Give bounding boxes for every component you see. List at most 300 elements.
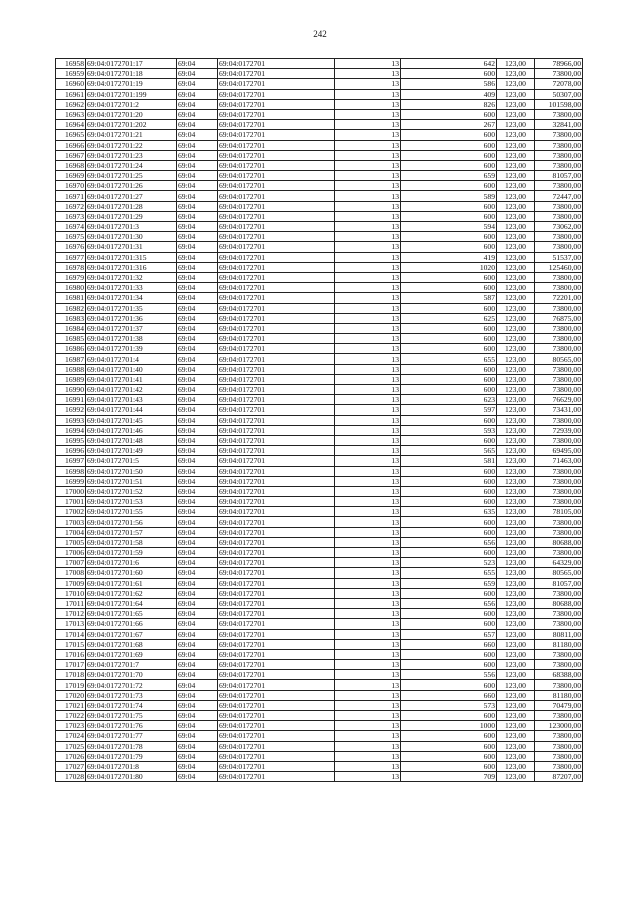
table-row [56,609,583,619]
district-code-cell: 69:04 [177,140,218,150]
block-code-cell: 69:04:0172701 [218,731,335,741]
cadastral-value-cell: 73800,00 [535,374,583,384]
cadastral-value-cell: 80688,00 [535,537,583,547]
category-code-cell: 13 [335,109,401,119]
rate-cell: 123,00 [497,446,535,456]
cadastral-number-cell: 69:04:0172701:5 [86,456,177,466]
row-number-cell: 16979 [56,272,86,282]
area-cell: 600 [401,140,497,150]
cadastral-number-cell: 69:04:0172701:32 [86,272,177,282]
cadastral-value-cell: 73800,00 [535,334,583,344]
cadastral-number-cell: 69:04:0172701:34 [86,293,177,303]
cadastral-number-cell: 69:04:0172701:53 [86,497,177,507]
area-cell: 600 [401,680,497,690]
block-code-cell: 69:04:0172701 [218,313,335,323]
cadastral-number-cell: 69:04:0172701:20 [86,109,177,119]
row-number-cell: 17028 [56,772,86,782]
area-cell: 600 [401,476,497,486]
area-cell: 409 [401,89,497,99]
row-number-cell: 16964 [56,120,86,130]
area-cell: 600 [401,181,497,191]
rate-cell: 123,00 [497,313,535,323]
table-row [56,772,583,782]
block-code-cell: 69:04:0172701 [218,191,335,201]
district-code-cell: 69:04 [177,364,218,374]
cadastral-number-cell: 69:04:0172701:66 [86,619,177,629]
block-code-cell: 69:04:0172701 [218,405,335,415]
area-cell: 597 [401,405,497,415]
area-cell: 600 [401,211,497,221]
cadastral-number-cell: 69:04:0172701:72 [86,680,177,690]
category-code-cell: 13 [335,79,401,89]
cadastral-value-cell: 73800,00 [535,323,583,333]
block-code-cell: 69:04:0172701 [218,395,335,405]
category-code-cell: 13 [335,548,401,558]
row-number-cell: 17004 [56,527,86,537]
block-code-cell: 69:04:0172701 [218,252,335,262]
row-number-cell: 16962 [56,99,86,109]
category-code-cell: 13 [335,507,401,517]
table-row [56,731,583,741]
block-code-cell: 69:04:0172701 [218,751,335,761]
cadastral-value-cell: 73800,00 [535,435,583,445]
cadastral-number-cell: 69:04:0172701:18 [86,69,177,79]
category-code-cell: 13 [335,598,401,608]
cadastral-value-cell: 81180,00 [535,639,583,649]
cadastral-value-cell: 73800,00 [535,497,583,507]
block-code-cell: 69:04:0172701 [218,323,335,333]
rate-cell: 123,00 [497,272,535,282]
cadastral-number-cell: 69:04:0172701:69 [86,649,177,659]
rate-cell: 123,00 [497,690,535,700]
district-code-cell: 69:04 [177,619,218,629]
area-cell: 600 [401,364,497,374]
rate-cell: 123,00 [497,517,535,527]
table-row [56,160,583,170]
rate-cell: 123,00 [497,700,535,710]
row-number-cell: 16994 [56,425,86,435]
area-cell: 625 [401,313,497,323]
district-code-cell: 69:04 [177,711,218,721]
district-code-cell: 69:04 [177,425,218,435]
area-cell: 709 [401,772,497,782]
table-row [56,99,583,109]
cadastral-value-cell: 73800,00 [535,680,583,690]
row-number-cell: 16972 [56,201,86,211]
district-code-cell: 69:04 [177,79,218,89]
cadastral-number-cell: 69:04:0172701:41 [86,374,177,384]
category-code-cell: 13 [335,435,401,445]
cadastral-value-cell: 73800,00 [535,548,583,558]
cadastral-value-cell: 71463,00 [535,456,583,466]
row-number-cell: 16975 [56,232,86,242]
cadastral-value-cell: 73800,00 [535,211,583,221]
block-code-cell: 69:04:0172701 [218,507,335,517]
area-cell: 600 [401,527,497,537]
category-code-cell: 13 [335,303,401,313]
area-cell: 523 [401,558,497,568]
row-number-cell: 17014 [56,629,86,639]
area-cell: 655 [401,568,497,578]
cadastral-value-cell: 123000,00 [535,721,583,731]
rate-cell: 123,00 [497,59,535,69]
rate-cell: 123,00 [497,527,535,537]
cadastral-number-cell: 69:04:0172701:27 [86,191,177,201]
area-cell: 660 [401,639,497,649]
rate-cell: 123,00 [497,69,535,79]
district-code-cell: 69:04 [177,405,218,415]
row-number-cell: 17001 [56,497,86,507]
area-cell: 600 [401,761,497,771]
category-code-cell: 13 [335,415,401,425]
district-code-cell: 69:04 [177,721,218,731]
category-code-cell: 13 [335,619,401,629]
row-number-cell: 16966 [56,140,86,150]
cadastral-number-cell: 69:04:0172701:58 [86,537,177,547]
cadastral-number-cell: 69:04:0172701:61 [86,578,177,588]
row-number-cell: 16995 [56,435,86,445]
area-cell: 594 [401,222,497,232]
rate-cell: 123,00 [497,761,535,771]
row-number-cell: 17024 [56,731,86,741]
cadastral-number-cell: 69:04:0172701:73 [86,690,177,700]
district-code-cell: 69:04 [177,191,218,201]
district-code-cell: 69:04 [177,751,218,761]
area-cell: 600 [401,69,497,79]
cadastral-value-cell: 69495,00 [535,446,583,456]
category-code-cell: 13 [335,741,401,751]
category-code-cell: 13 [335,425,401,435]
cadastral-value-cell: 81057,00 [535,578,583,588]
block-code-cell: 69:04:0172701 [218,283,335,293]
district-code-cell: 69:04 [177,507,218,517]
rate-cell: 123,00 [497,548,535,558]
row-number-cell: 16959 [56,69,86,79]
cadastral-value-cell: 72201,00 [535,293,583,303]
table-row [56,670,583,680]
block-code-cell: 69:04:0172701 [218,435,335,445]
area-cell: 267 [401,120,497,130]
district-code-cell: 69:04 [177,456,218,466]
category-code-cell: 13 [335,313,401,323]
rate-cell: 123,00 [497,425,535,435]
table-row [56,374,583,384]
category-code-cell: 13 [335,486,401,496]
cadastral-value-cell: 73800,00 [535,385,583,395]
rate-cell: 123,00 [497,79,535,89]
block-code-cell: 69:04:0172701 [218,578,335,588]
block-code-cell: 69:04:0172701 [218,99,335,109]
block-code-cell: 69:04:0172701 [218,548,335,558]
cadastral-number-cell: 69:04:0172701:315 [86,252,177,262]
block-code-cell: 69:04:0172701 [218,639,335,649]
table-row [56,283,583,293]
area-cell: 642 [401,59,497,69]
cadastral-number-cell: 69:04:0172701:316 [86,262,177,272]
category-code-cell: 13 [335,201,401,211]
table-row [56,598,583,608]
row-number-cell: 17023 [56,721,86,731]
cadastral-number-cell: 69:04:0172701:2 [86,99,177,109]
area-cell: 600 [401,242,497,252]
table-row [56,334,583,344]
table-row [56,232,583,242]
cadastral-value-cell: 73800,00 [535,660,583,670]
row-number-cell: 16965 [56,130,86,140]
category-code-cell: 13 [335,354,401,364]
row-number-cell: 16988 [56,364,86,374]
district-code-cell: 69:04 [177,211,218,221]
row-number-cell: 16976 [56,242,86,252]
cadastral-number-cell: 69:04:0172701:65 [86,609,177,619]
block-code-cell: 69:04:0172701 [218,609,335,619]
district-code-cell: 69:04 [177,272,218,282]
area-cell: 657 [401,629,497,639]
category-code-cell: 13 [335,364,401,374]
district-code-cell: 69:04 [177,99,218,109]
category-code-cell: 13 [335,222,401,232]
area-cell: 659 [401,578,497,588]
cadastral-value-cell: 73800,00 [535,751,583,761]
category-code-cell: 13 [335,609,401,619]
cadastral-value-cell: 50307,00 [535,89,583,99]
district-code-cell: 69:04 [177,344,218,354]
table-row [56,171,583,181]
row-number-cell: 17025 [56,741,86,751]
category-code-cell: 13 [335,242,401,252]
area-cell: 586 [401,79,497,89]
table-row [56,456,583,466]
district-code-cell: 69:04 [177,415,218,425]
cadastral-number-cell: 69:04:0172701:57 [86,527,177,537]
table-row [56,751,583,761]
category-code-cell: 13 [335,293,401,303]
cadastral-value-cell: 73800,00 [535,517,583,527]
area-cell: 600 [401,609,497,619]
cadastral-number-cell: 69:04:0172701:17 [86,59,177,69]
block-code-cell: 69:04:0172701 [218,211,335,221]
rate-cell: 123,00 [497,741,535,751]
cadastral-number-cell: 69:04:0172701:55 [86,507,177,517]
category-code-cell: 13 [335,120,401,130]
row-number-cell: 16998 [56,466,86,476]
cadastral-value-cell: 80688,00 [535,598,583,608]
cadastral-value-cell: 73800,00 [535,741,583,751]
cadastral-number-cell: 69:04:0172701:39 [86,344,177,354]
block-code-cell: 69:04:0172701 [218,466,335,476]
cadastral-number-cell: 69:04:0172701:24 [86,160,177,170]
cadastral-number-cell: 69:04:0172701:70 [86,670,177,680]
category-code-cell: 13 [335,150,401,160]
rate-cell: 123,00 [497,344,535,354]
area-cell: 600 [401,232,497,242]
cadastral-value-cell: 73800,00 [535,109,583,119]
category-code-cell: 13 [335,578,401,588]
rate-cell: 123,00 [497,639,535,649]
block-code-cell: 69:04:0172701 [218,222,335,232]
area-cell: 1000 [401,721,497,731]
district-code-cell: 69:04 [177,568,218,578]
district-code-cell: 69:04 [177,242,218,252]
table-row [56,69,583,79]
block-code-cell: 69:04:0172701 [218,89,335,99]
cadastral-value-cell: 73800,00 [535,476,583,486]
row-number-cell: 16978 [56,262,86,272]
rate-cell: 123,00 [497,150,535,160]
row-number-cell: 17000 [56,486,86,496]
block-code-cell: 69:04:0172701 [218,619,335,629]
cadastral-number-cell: 69:04:0172701:30 [86,232,177,242]
area-cell: 623 [401,395,497,405]
cadastral-number-cell: 69:04:0172701:64 [86,598,177,608]
district-code-cell: 69:04 [177,446,218,456]
cadastral-value-cell: 73800,00 [535,649,583,659]
rate-cell: 123,00 [497,537,535,547]
category-code-cell: 13 [335,761,401,771]
block-code-cell: 69:04:0172701 [218,741,335,751]
district-code-cell: 69:04 [177,690,218,700]
row-number-cell: 16967 [56,150,86,160]
area-cell: 600 [401,497,497,507]
cadastral-number-cell: 69:04:0172701:31 [86,242,177,252]
table-row [56,181,583,191]
rate-cell: 123,00 [497,568,535,578]
district-code-cell: 69:04 [177,283,218,293]
table-row [56,721,583,731]
rate-cell: 123,00 [497,211,535,221]
district-code-cell: 69:04 [177,588,218,598]
area-cell: 600 [401,374,497,384]
cadastral-value-cell: 73800,00 [535,731,583,741]
row-number-cell: 17009 [56,578,86,588]
cadastral-number-cell: 69:04:0172701:80 [86,772,177,782]
block-code-cell: 69:04:0172701 [218,527,335,537]
page-number: 242 [313,29,327,39]
rate-cell: 123,00 [497,415,535,425]
table-row [56,578,583,588]
table-row [56,527,583,537]
cadastral-value-cell: 73800,00 [535,711,583,721]
rate-cell: 123,00 [497,262,535,272]
row-number-cell: 16984 [56,323,86,333]
block-code-cell: 69:04:0172701 [218,385,335,395]
cadastral-value-cell: 73800,00 [535,232,583,242]
table-row [56,354,583,364]
rate-cell: 123,00 [497,171,535,181]
area-cell: 600 [401,466,497,476]
row-number-cell: 16980 [56,283,86,293]
area-cell: 593 [401,425,497,435]
district-code-cell: 69:04 [177,680,218,690]
row-number-cell: 17012 [56,609,86,619]
cadastral-number-cell: 69:04:0172701:77 [86,731,177,741]
district-code-cell: 69:04 [177,629,218,639]
category-code-cell: 13 [335,721,401,731]
block-code-cell: 69:04:0172701 [218,721,335,731]
block-code-cell: 69:04:0172701 [218,130,335,140]
rate-cell: 123,00 [497,120,535,130]
district-code-cell: 69:04 [177,435,218,445]
cadastral-value-cell: 80565,00 [535,354,583,364]
block-code-cell: 69:04:0172701 [218,171,335,181]
rate-cell: 123,00 [497,486,535,496]
row-number-cell: 16961 [56,89,86,99]
category-code-cell: 13 [335,700,401,710]
cadastral-number-cell: 69:04:0172701:67 [86,629,177,639]
cadastral-value-cell: 125460,00 [535,262,583,272]
area-cell: 656 [401,537,497,547]
table-row [56,150,583,160]
area-cell: 600 [401,283,497,293]
category-code-cell: 13 [335,272,401,282]
area-cell: 600 [401,385,497,395]
cadastral-number-cell: 69:04:0172701:79 [86,751,177,761]
district-code-cell: 69:04 [177,476,218,486]
rate-cell: 123,00 [497,680,535,690]
rate-cell: 123,00 [497,629,535,639]
table-row [56,344,583,354]
area-cell: 600 [401,109,497,119]
district-code-cell: 69:04 [177,130,218,140]
category-code-cell: 13 [335,751,401,761]
district-code-cell: 69:04 [177,354,218,364]
cadastral-value-cell: 73431,00 [535,405,583,415]
category-code-cell: 13 [335,130,401,140]
district-code-cell: 69:04 [177,201,218,211]
district-code-cell: 69:04 [177,293,218,303]
area-cell: 565 [401,446,497,456]
rate-cell: 123,00 [497,649,535,659]
row-number-cell: 16999 [56,476,86,486]
cadastral-number-cell: 69:04:0172701:21 [86,130,177,140]
category-code-cell: 13 [335,639,401,649]
table-row [56,59,583,69]
table-row [56,272,583,282]
row-number-cell: 17003 [56,517,86,527]
rate-cell: 123,00 [497,598,535,608]
row-number-cell: 17010 [56,588,86,598]
area-cell: 660 [401,690,497,700]
area-cell: 556 [401,670,497,680]
table-row [56,435,583,445]
district-code-cell: 69:04 [177,109,218,119]
row-number-cell: 17019 [56,680,86,690]
cadastral-number-cell: 69:04:0172701:22 [86,140,177,150]
district-code-cell: 69:04 [177,466,218,476]
row-number-cell: 17006 [56,548,86,558]
cadastral-value-cell: 73800,00 [535,415,583,425]
table-row [56,690,583,700]
area-cell: 600 [401,150,497,160]
table-row [56,507,583,517]
rate-cell: 123,00 [497,619,535,629]
block-code-cell: 69:04:0172701 [218,374,335,384]
row-number-cell: 16989 [56,374,86,384]
rate-cell: 123,00 [497,456,535,466]
category-code-cell: 13 [335,160,401,170]
rate-cell: 123,00 [497,721,535,731]
category-code-cell: 13 [335,171,401,181]
district-code-cell: 69:04 [177,731,218,741]
cadastral-value-cell: 73800,00 [535,527,583,537]
block-code-cell: 69:04:0172701 [218,262,335,272]
district-code-cell: 69:04 [177,609,218,619]
district-code-cell: 69:04 [177,558,218,568]
cadastral-number-cell: 69:04:0172701:51 [86,476,177,486]
block-code-cell: 69:04:0172701 [218,364,335,374]
rate-cell: 123,00 [497,476,535,486]
block-code-cell: 69:04:0172701 [218,242,335,252]
